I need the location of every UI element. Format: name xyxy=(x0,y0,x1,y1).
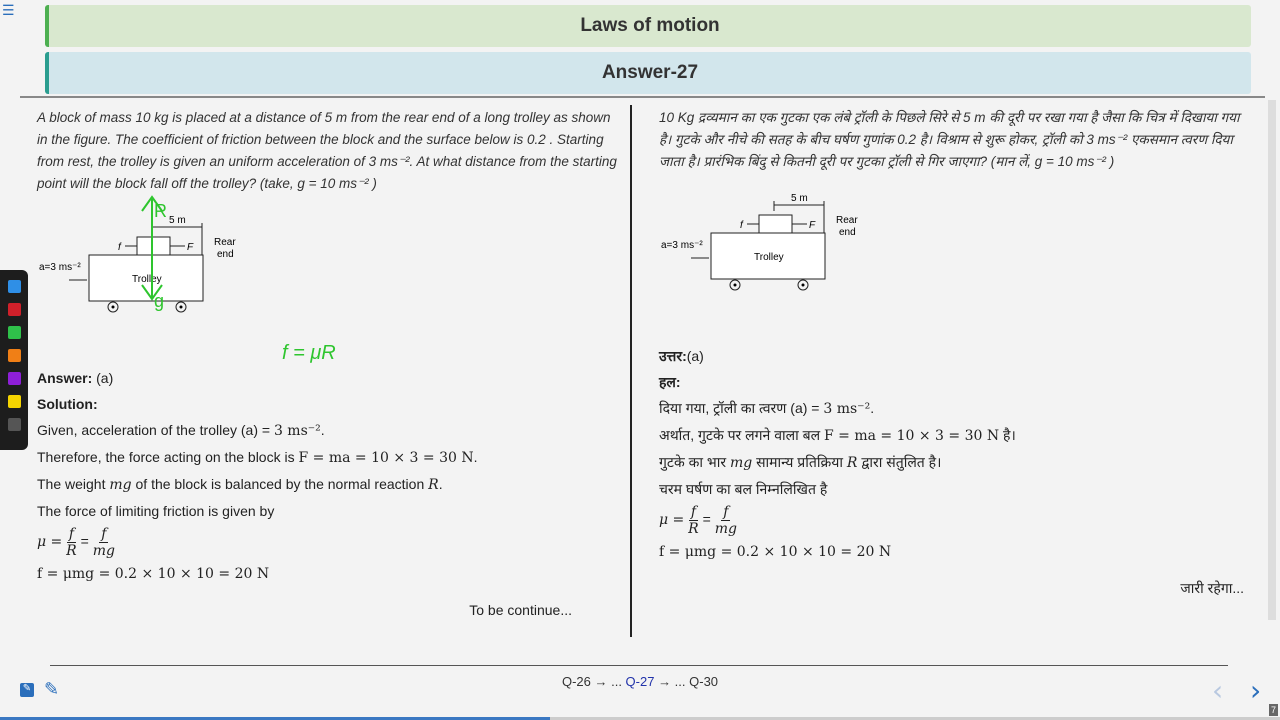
trolley-label: Trolley xyxy=(132,274,162,285)
solution-line: गुटके का भार mg सामान्य प्रतिक्रिया R द्वारा संतुलित है। xyxy=(659,454,942,471)
block xyxy=(759,215,792,233)
solution-line: The force of limiting friction is given by xyxy=(37,503,275,519)
next-arrow-icon[interactable]: › xyxy=(1250,674,1262,707)
force-label: F xyxy=(809,220,816,231)
annotation-friction-eq: f = μR xyxy=(282,342,336,364)
question-text-hindi: 10 Kg द्रव्यमान का एक गुटका एक लंबे ट्रॉली के पिछले सिरे से 5 m की दूरी पर रखा गया है जैसा कि चित्र में दिखाया गया है। गुटके और नीचे की सतह के बीच घर्षण गुणांक 0.2 है। विश्राम से शुरू होकर, ट्रॉली को 3 ms⁻² एकसमान त्वरण दिया जाता है। प्रारंभिक बिंदु से कितनी दूरी पर गुटका ट्रॉली से गिर जाएगा? (मान लें, g = 10 ms⁻² ) xyxy=(659,110,1240,169)
solution-line: अर्थात, गुटके पर लगने वाला बल F = ma = 10 × 3 = 30 N है। xyxy=(659,427,1016,444)
solution-line: Given, acceleration of the trolley (a) = 3 ms⁻². xyxy=(37,422,325,439)
color-swatch[interactable] xyxy=(8,280,21,293)
answer-value: (a) xyxy=(92,370,114,386)
color-swatch[interactable] xyxy=(8,372,21,385)
acceleration-label: a=3 ms⁻² xyxy=(39,262,81,273)
trolley-figure xyxy=(37,209,247,339)
menu-icon[interactable]: ☰ xyxy=(2,2,15,18)
solution-label: Solution: xyxy=(37,396,98,412)
annotation-r: R xyxy=(154,201,167,221)
solution-line: The weight mg of the block is balanced by the normal reaction R. xyxy=(37,476,443,493)
divider xyxy=(20,96,1265,98)
figure-distance-label: 5 m xyxy=(169,215,186,226)
nav-next[interactable]: Q-30 xyxy=(689,674,719,689)
equation-mu: μ = $\frac{f}{R}$ = $\frac{f}{mg}$ xyxy=(37,526,115,559)
solution-label: हल: xyxy=(659,374,681,390)
solution-line: Therefore, the force acting on the block is F = ma = 10 × 3 = 30 N. xyxy=(37,449,478,466)
rear-label: Rear xyxy=(214,237,236,248)
annotation-mg: g xyxy=(154,291,165,311)
prev-arrow-icon[interactable]: ‹ xyxy=(1212,674,1224,707)
color-swatch[interactable] xyxy=(8,326,21,339)
end-label: end xyxy=(839,227,856,238)
acceleration-label: a=3 ms⁻² xyxy=(661,240,703,251)
color-swatch[interactable] xyxy=(8,395,21,408)
hindi-column xyxy=(659,107,1254,599)
question-nav: Q-26 → ... Q-27 → ... Q-30 xyxy=(561,674,719,689)
trolley-label: Trolley xyxy=(754,252,784,263)
friction-label: f xyxy=(740,220,743,231)
pencil-icon[interactable]: ✎ xyxy=(44,679,60,699)
trolley-figure xyxy=(659,187,869,317)
solution-line: चरम घर्षण का बल निम्नलिखित है xyxy=(659,481,828,497)
chapter-title: Laws of motion xyxy=(45,5,1251,47)
answer-label: Answer: xyxy=(37,370,93,386)
color-palette xyxy=(0,270,28,450)
footer-divider xyxy=(50,665,1228,666)
continue-text: जारी रहेगा... xyxy=(1180,580,1244,596)
scrollbar[interactable] xyxy=(1268,100,1276,620)
color-swatch[interactable] xyxy=(8,418,21,431)
color-swatch[interactable] xyxy=(8,349,21,362)
english-column xyxy=(37,107,622,621)
figure-distance-label: 5 m xyxy=(791,193,808,204)
solution-line: दिया गया, ट्रॉली का त्वरण (a) = 3 ms⁻². xyxy=(659,400,875,417)
figure-area xyxy=(659,187,1254,337)
column-divider xyxy=(630,105,632,637)
force-label: F xyxy=(187,242,194,253)
nav-current[interactable]: Q-27 xyxy=(625,674,655,689)
question-text: A block of mass 10 kg is placed at a distance of 5 m from the rear end of a long trolley as shown in the figure. The coefficient of friction between the block and the surface below is 0.2 . Starting from rest, the trolley is given an uniform acceleration of 3 ms⁻². At what distance from the starting point will the block fall off the trolley? (take, g = 10 ms⁻² ) xyxy=(37,110,617,191)
answer-label: उत्तर: xyxy=(659,348,687,364)
continue-text: To be continue... xyxy=(469,602,572,618)
equation-mu: μ = $\frac{f}{R}$ = $\frac{f}{mg}$ xyxy=(659,504,737,537)
friction-label: f xyxy=(118,242,121,253)
end-label: end xyxy=(217,249,234,260)
figure-area xyxy=(37,201,622,364)
edit-icon[interactable]: ✎ xyxy=(20,683,34,697)
equation-friction: f = μmg = 0.2 × 10 × 10 = 20 N xyxy=(37,566,270,582)
block xyxy=(137,237,170,255)
page-badge: 7 xyxy=(1270,705,1276,715)
nav-prev[interactable]: Q-26 xyxy=(561,674,591,689)
rear-label: Rear xyxy=(836,215,858,226)
equation-friction: f = μmg = 0.2 × 10 × 10 = 20 N xyxy=(659,544,892,560)
answer-value: (a) xyxy=(686,348,704,364)
color-swatch[interactable] xyxy=(8,303,21,316)
answer-title: Answer-27 xyxy=(45,52,1251,94)
